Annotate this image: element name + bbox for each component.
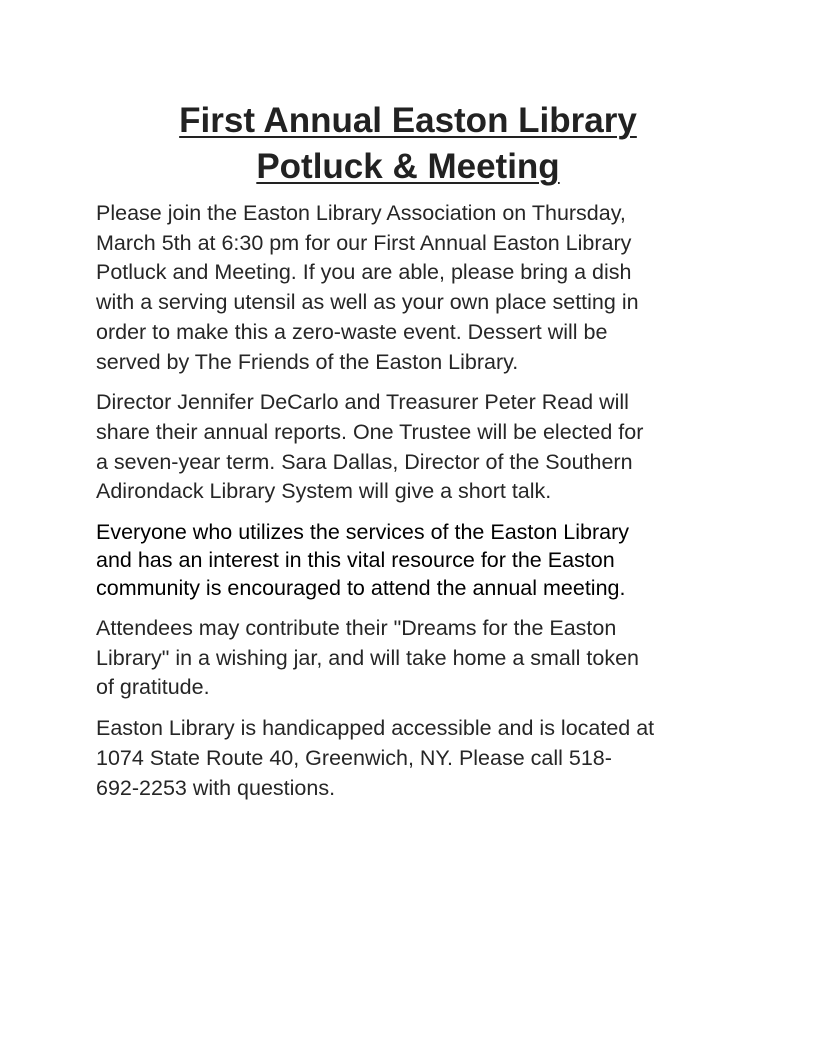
paragraph-wishing-jar: Attendees may contribute their "Dreams for the Easton Library" in a wishing jar, and will take home a small token of gratitude. [96,616,640,700]
paragraph-encouragement: Everyone who utilizes the services of the Easton Library and has an interest in this vital resource for the Easton community is encouraged to attend the annual meeting. [96,520,629,601]
page-title [0,98,816,190]
paragraph-location: Easton Library is handicapped accessible and is located at 1074 State Route 40, Greenwich, NY. Please call 518- 692-2253 with questions. [96,716,655,800]
paragraph-invitation: Please join the Easton Library Association on Thursday, March 5th at 6:30 pm for our First Annual Easton Library Potluck and Meeting. If you are able, please bring a dish with a serving utensil as well as your own place setting in order to make this a zero-waste event. Dessert will be served by The Friends of the Easton Library. [96,201,639,374]
paragraph-agenda: Director Jennifer DeCarlo and Treasurer Peter Read will share their annual reports. One Trustee will be elected for a seven-year term. Sara Dallas, Director of the Southern Adirondack Library System will give a short talk. [96,390,644,504]
flyer-body [96,199,736,803]
title-line-2: Potluck & Meeting [256,147,560,186]
title-line-1: First Annual Easton Library [179,101,637,140]
